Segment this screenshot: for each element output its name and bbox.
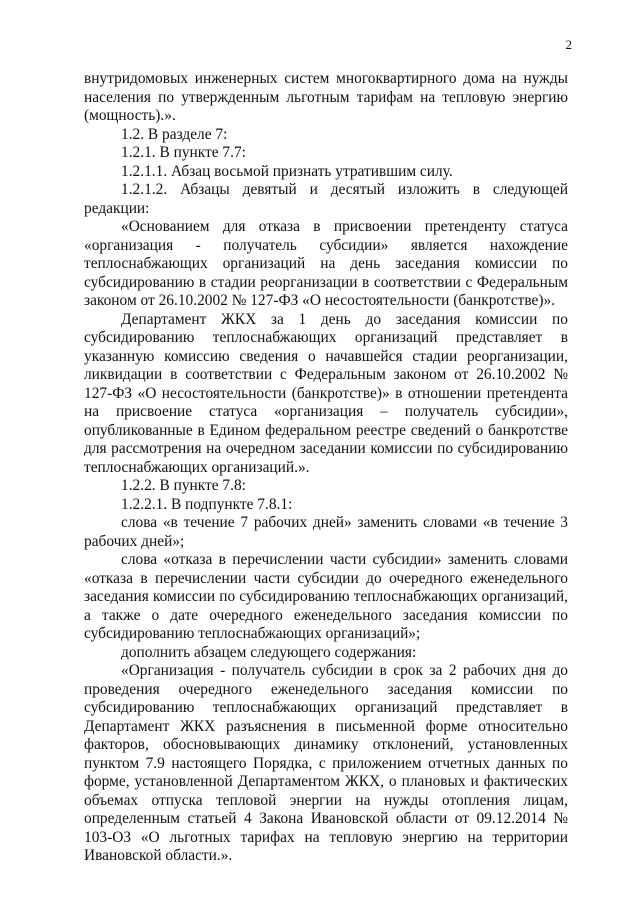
- paragraph-point-7-8: 1.2.2. В пункте 7.8:: [121, 477, 246, 494]
- paragraph-point-7-7: 1.2.1. В пункте 7.7:: [121, 144, 246, 161]
- paragraph-1-2-1-1: 1.2.1.1. Абзац восьмой признать утратившим силу.: [121, 162, 453, 180]
- paragraph-refusal-basis: «Основанием для отказа в присвоении претенденту статуса «организация - получатель субсидии» является нахождение теплоснабжающих организаций на день заседания комиссии по субсидированию в стадии реорганизации в соответствии с Федеральным законом от 26.10.2002 № 127-ФЗ «О несостоятельности (банкротстве)».: [84, 218, 568, 309]
- page-number: 2: [565, 37, 572, 52]
- paragraph-subpoint-7-8-1: 1.2.2.1. В подпункте 7.8.1:: [121, 495, 293, 513]
- paragraph-section-7: 1.2. В разделе 7:: [121, 125, 228, 143]
- paragraph-add-text: дополнить абзацем следующего содержания:: [121, 643, 417, 661]
- paragraph-continuation: внутридомовых инженерных систем многоквартирного дома на нужды населения по утвержденным льготным тарифам на тепловую энергию (мощность).».: [84, 70, 568, 124]
- paragraph-department-info: Департамент ЖКХ за 1 день до заседания комиссии по субсидированию теплоснабжающих организаций представляет в указанную комиссию сведения о начавшейся стадии реорганизации, ликвидации в соответствии с Федеральным законом от 26.10.2002 № 127-ФЗ «О несостоятельности (банкротстве)» в отношении претендента на присвоение статуса «организация – получатель субсидии», опубликованные в Едином федеральном реестре сведений о банкротстве для рассмотрения на очередном заседании комиссии по субсидированию теплоснабжающих организаций.».: [84, 310, 568, 476]
- paragraph-1-2-1-2: 1.2.1.2. Абзацы девятый и десятый изложить в следующей редакции:: [84, 181, 568, 217]
- paragraph-replace-refusal: слова «отказа в перечислении части субсидии» заменить словами «отказа в перечислении части субсидии до очередного еженедельного заседания комиссии по субсидированию теплоснабжающих организаций, а также о дате очередного еженедельного заседания комиссии по субсидированию теплоснабжающих организаций»;: [84, 551, 568, 642]
- paragraph-organization-explanations: «Организация - получатель субсидии в срок за 2 рабочих дня до проведения очередного еженедельного заседания комиссии по субсидированию теплоснабжающих организаций представляет в Департамент ЖКХ разъяснения в письменной форме относительно факторов, обосновывающих динамику отклонений, установленных пунктом 7.9 настоящего Порядка, с приложением отчетных данных по форме, установленной Департаментом ЖКХ, о плановых и фактических объемах отпуска тепловой энергии на нужды отопления лицам, определенным статьей 4 Закона Ивановской области от 09.12.2014 № 103-ОЗ «О льготных тарифах на тепловую энергию на территории Ивановской области.».: [84, 662, 568, 864]
- paragraph-replace-days: слова «в течение 7 рабочих дней» заменить словами «в течение 3 рабочих дней»;: [84, 514, 568, 550]
- document-body: [84, 70, 568, 866]
